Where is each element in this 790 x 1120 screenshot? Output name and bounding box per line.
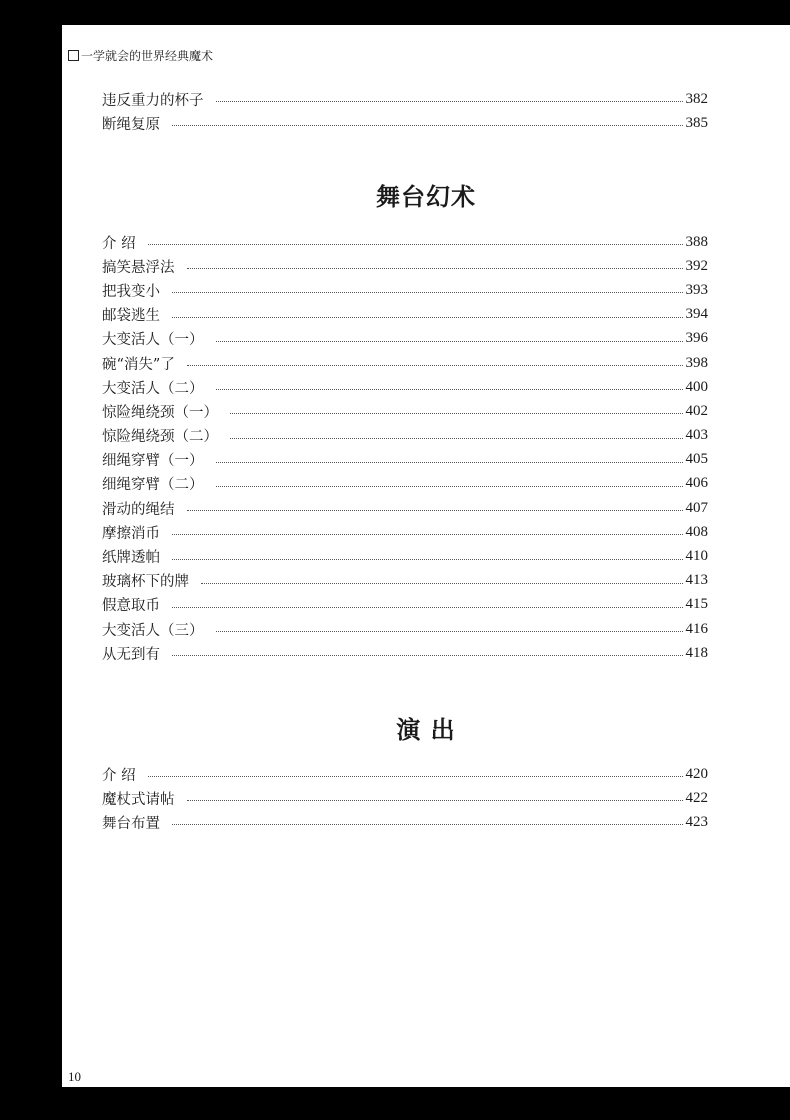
toc-entry-title: 大变活人（二） xyxy=(102,380,204,397)
toc-entry[interactable] xyxy=(102,762,708,786)
toc-entry-title: 摩擦消币 xyxy=(102,525,160,542)
toc-entry[interactable] xyxy=(102,448,708,472)
toc-entry[interactable] xyxy=(102,230,708,254)
toc-entry[interactable] xyxy=(102,327,708,351)
toc-entry-title: 大变活人（三） xyxy=(102,622,204,639)
toc-leader-dots xyxy=(172,654,683,656)
toc-entry-title: 惊险绳绕颈（二） xyxy=(102,429,218,446)
toc-leader-dots xyxy=(216,340,683,342)
toc-leader-dots xyxy=(172,316,683,318)
toc-entry[interactable] xyxy=(102,472,708,496)
toc-entry-page: 410 xyxy=(685,548,708,565)
toc-entry-page: 396 xyxy=(685,330,708,347)
toc-entry[interactable] xyxy=(102,87,708,111)
toc-entry-page: 393 xyxy=(685,281,708,298)
toc-entry-title: 从无到有 xyxy=(102,646,160,663)
toc-entry[interactable] xyxy=(102,810,708,834)
toc-section-stage-illusions xyxy=(102,230,708,665)
toc-entry[interactable] xyxy=(102,424,708,448)
toc-entry-title: 大变活人（一） xyxy=(102,332,204,349)
toc-entry-page: 382 xyxy=(685,90,708,107)
toc-entry-page: 398 xyxy=(685,354,708,371)
toc-entry[interactable] xyxy=(102,278,708,302)
section-title-stage-illusions: 舞台幻术 xyxy=(376,182,476,211)
toc-entry-title: 违反重力的杯子 xyxy=(102,92,204,109)
running-header-title: 一学就会的世界经典魔术 xyxy=(81,49,214,63)
toc-entry-title: 细绳穿臂（二） xyxy=(102,477,204,494)
toc-entry-title: 把我变小 xyxy=(102,283,160,300)
toc-entry-title: 魔杖式请帖 xyxy=(102,791,175,808)
toc-entry-title: 玻璃杯下的牌 xyxy=(102,574,189,591)
toc-leader-dots xyxy=(201,582,683,584)
toc-entry-page: 388 xyxy=(685,233,708,250)
toc-entry-title: 纸牌透帕 xyxy=(102,550,160,567)
toc-entry-title: 细绳穿臂（一） xyxy=(102,453,204,470)
toc-entry-page: 413 xyxy=(685,572,708,589)
toc-entry[interactable] xyxy=(102,254,708,278)
toc-entry-title: 介 绍 xyxy=(102,235,136,252)
toc-leader-dots xyxy=(230,437,683,439)
toc-leader-dots xyxy=(148,775,683,777)
toc-entry-page: 406 xyxy=(685,475,708,492)
toc-entry[interactable] xyxy=(102,520,708,544)
toc-entry-title: 舞台布置 xyxy=(102,815,160,832)
toc-section-performance xyxy=(102,762,708,835)
toc-entry[interactable] xyxy=(102,544,708,568)
toc-leader-dots xyxy=(216,630,683,632)
toc-entry-page: 403 xyxy=(685,427,708,444)
toc-entry-title: 介 绍 xyxy=(102,767,136,784)
toc-entry-page: 420 xyxy=(685,765,708,782)
toc-entry[interactable] xyxy=(102,496,708,520)
toc-entry-title: 滑动的绳结 xyxy=(102,501,175,518)
toc-entry-page: 423 xyxy=(685,813,708,830)
toc-entry-title: 惊险绳绕颈（一） xyxy=(102,404,218,421)
toc-entry-page: 385 xyxy=(685,114,708,131)
toc-leader-dots xyxy=(216,388,683,390)
toc-entry-title: 断绳复原 xyxy=(102,116,160,133)
toc-entry[interactable] xyxy=(102,111,708,135)
toc-entry-title: 搞笑悬浮法 xyxy=(102,259,175,276)
toc-leader-dots xyxy=(216,485,683,487)
toc-leader-dots xyxy=(148,243,683,245)
toc-entry[interactable] xyxy=(102,351,708,375)
square-bullet-icon xyxy=(68,50,79,61)
toc-intro-list xyxy=(102,87,708,135)
toc-leader-dots xyxy=(216,461,683,463)
toc-entry[interactable] xyxy=(102,593,708,617)
toc-leader-dots xyxy=(172,558,683,560)
toc-entry-title: 假意取币 xyxy=(102,598,160,615)
toc-leader-dots xyxy=(216,100,683,102)
toc-leader-dots xyxy=(172,606,683,608)
page-number: 10 xyxy=(68,1069,81,1084)
toc-entry-page: 392 xyxy=(685,257,708,274)
toc-entry[interactable] xyxy=(102,399,708,423)
section-title-performance: 演 出 xyxy=(396,715,456,744)
toc-entry-page: 407 xyxy=(685,499,708,516)
toc-leader-dots xyxy=(172,533,683,535)
toc-leader-dots xyxy=(187,364,683,366)
toc-entry[interactable] xyxy=(102,569,708,593)
toc-entry[interactable] xyxy=(102,786,708,810)
toc-entry-page: 415 xyxy=(685,596,708,613)
toc-entry-title: 邮袋逃生 xyxy=(102,308,160,325)
toc-leader-dots xyxy=(230,412,683,414)
toc-entry[interactable] xyxy=(102,641,708,665)
toc-entry-page: 408 xyxy=(685,523,708,540)
toc-entry-page: 416 xyxy=(685,620,708,637)
toc-entry-page: 405 xyxy=(685,451,708,468)
book-page xyxy=(62,25,790,1087)
toc-entry[interactable] xyxy=(102,617,708,641)
toc-leader-dots xyxy=(172,124,683,126)
toc-leader-dots xyxy=(187,267,683,269)
toc-entry-page: 402 xyxy=(685,402,708,419)
toc-entry-title: 碗“消失”了 xyxy=(102,356,175,373)
running-header xyxy=(68,47,213,64)
toc-entry[interactable] xyxy=(102,375,708,399)
toc-leader-dots xyxy=(172,291,683,293)
toc-entry[interactable] xyxy=(102,303,708,327)
toc-entry-page: 400 xyxy=(685,378,708,395)
toc-leader-dots xyxy=(172,823,683,825)
toc-entry-page: 418 xyxy=(685,644,708,661)
toc-leader-dots xyxy=(187,509,683,511)
toc-entry-page: 394 xyxy=(685,306,708,323)
toc-entry-page: 422 xyxy=(685,789,708,806)
toc-leader-dots xyxy=(187,799,683,801)
